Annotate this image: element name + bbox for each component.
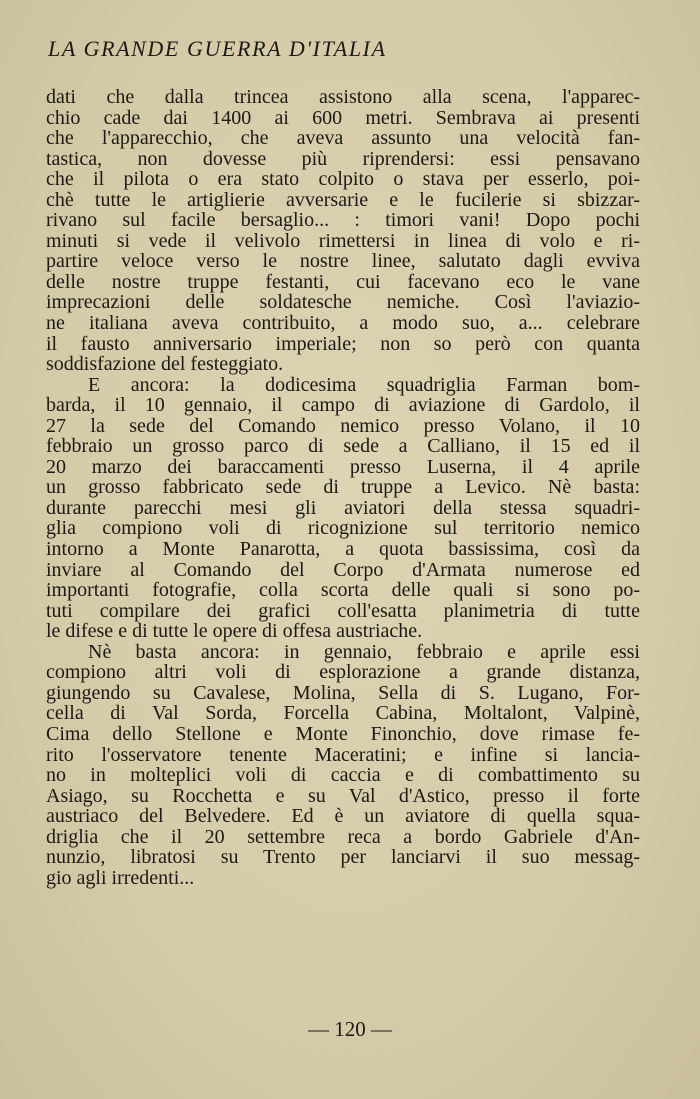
text-line: Cima dello Stellone e Monte Finonchio, dove rimase fe- <box>46 722 640 745</box>
text-line: austriaco del Belvedere. Ed è un aviatore di quella squa- <box>46 805 640 828</box>
text-line: gio agli irredenti... <box>46 866 195 889</box>
text-line: inviare al Comando del Corpo d'Armata numerose ed <box>46 558 640 581</box>
text-line: soddisfazione del festeggiato. <box>46 353 284 376</box>
text-line: tuti compilare dei grafici coll'esatta planimetria di tutte <box>46 599 640 622</box>
text-line: un grosso fabbricato sede di truppe a Levico. Nè basta: <box>46 476 640 499</box>
text-line: intorno a Monte Panarotta, a quota bassissima, così da <box>46 538 640 561</box>
text-line: no in molteplici voli di caccia e di combattimento su <box>46 764 640 787</box>
text-line: rivano sul facile bersaglio... : timori vani! Dopo pochi <box>46 209 640 232</box>
text-line: E ancora: la dodicesima squadriglia Farman bom- <box>88 373 640 396</box>
text-line: il fausto anniversario imperiale; non so però con quanta <box>46 332 640 355</box>
text-line: imprecazioni delle soldatesche nemiche. Così l'aviazio- <box>46 291 640 314</box>
page-number: — 120 — <box>308 1017 392 1041</box>
text-line: 27 la sede del Comando nemico presso Volano, il 10 <box>46 414 640 437</box>
text-line: chè tutte le artiglierie avversarie e le fucilerie si sbizzar- <box>46 188 640 211</box>
text-line: ne italiana aveva contribuito, a modo suo, a... celebrare <box>46 312 640 335</box>
text-line: cella di Val Sorda, Forcella Cabina, Moltalont, Valpinè, <box>46 702 640 725</box>
running-head: LA GRANDE GUERRA D'ITALIA <box>48 36 387 61</box>
text-line: giungendo su Cavalese, Molina, Sella di S. Lugano, For- <box>46 681 640 704</box>
body-text <box>46 87 640 888</box>
text-line: partire veloce verso le nostre linee, salutato dagli evviva <box>46 250 640 273</box>
text-line: le difese e di tutte le opere di offesa austriache. <box>46 620 423 643</box>
text-line: Nè basta ancora: in gennaio, febbraio e aprile essi <box>88 640 640 663</box>
text-line: dati che dalla trincea assistono alla scena, l'apparec- <box>46 86 640 108</box>
text-line: compiono altri voli di esplorazione a grande distanza, <box>46 661 640 684</box>
text-line: chio cade dai 1400 ai 600 metri. Sembrava ai presenti <box>46 106 640 129</box>
text-line: nunzio, libratosi su Trento per lanciarvi il suo messag- <box>46 846 640 869</box>
text-line: minuti si vede il velivolo rimettersi in linea di volo e ri- <box>46 229 640 252</box>
text-line: delle nostre truppe festanti, cui facevano eco le vane <box>46 270 640 293</box>
text-line: durante parecchi mesi gli aviatori della stessa squadri- <box>46 496 640 519</box>
text-line: che il pilota o era stato colpito o stava per esserlo, poi- <box>46 168 640 191</box>
text-line: febbraio un grosso parco di sede a Calliano, il 15 ed il <box>46 435 640 458</box>
text-line: Asiago, su Rocchetta e su Val d'Astico, presso il forte <box>46 784 640 807</box>
text-line: importanti fotografie, colla scorta delle quali si sono po- <box>46 579 640 602</box>
text-line: tastica, non dovesse più riprendersi: essi pensavano <box>46 147 640 170</box>
text-line: che l'apparecchio, che aveva assunto una velocità fan- <box>46 127 640 150</box>
text-line: driglia che il 20 settembre reca a bordo Gabriele d'An- <box>46 825 640 848</box>
text-line: rito l'osservatore tenente Maceratini; e infine si lancia- <box>46 743 640 766</box>
text-line: barda, il 10 gennaio, il campo di aviazione di Gardolo, il <box>46 394 640 417</box>
text-line: glia compiono voli di ricognizione sul territorio nemico <box>46 517 640 540</box>
text-line: 20 marzo dei baraccamenti presso Luserna, il 4 aprile <box>46 455 640 478</box>
